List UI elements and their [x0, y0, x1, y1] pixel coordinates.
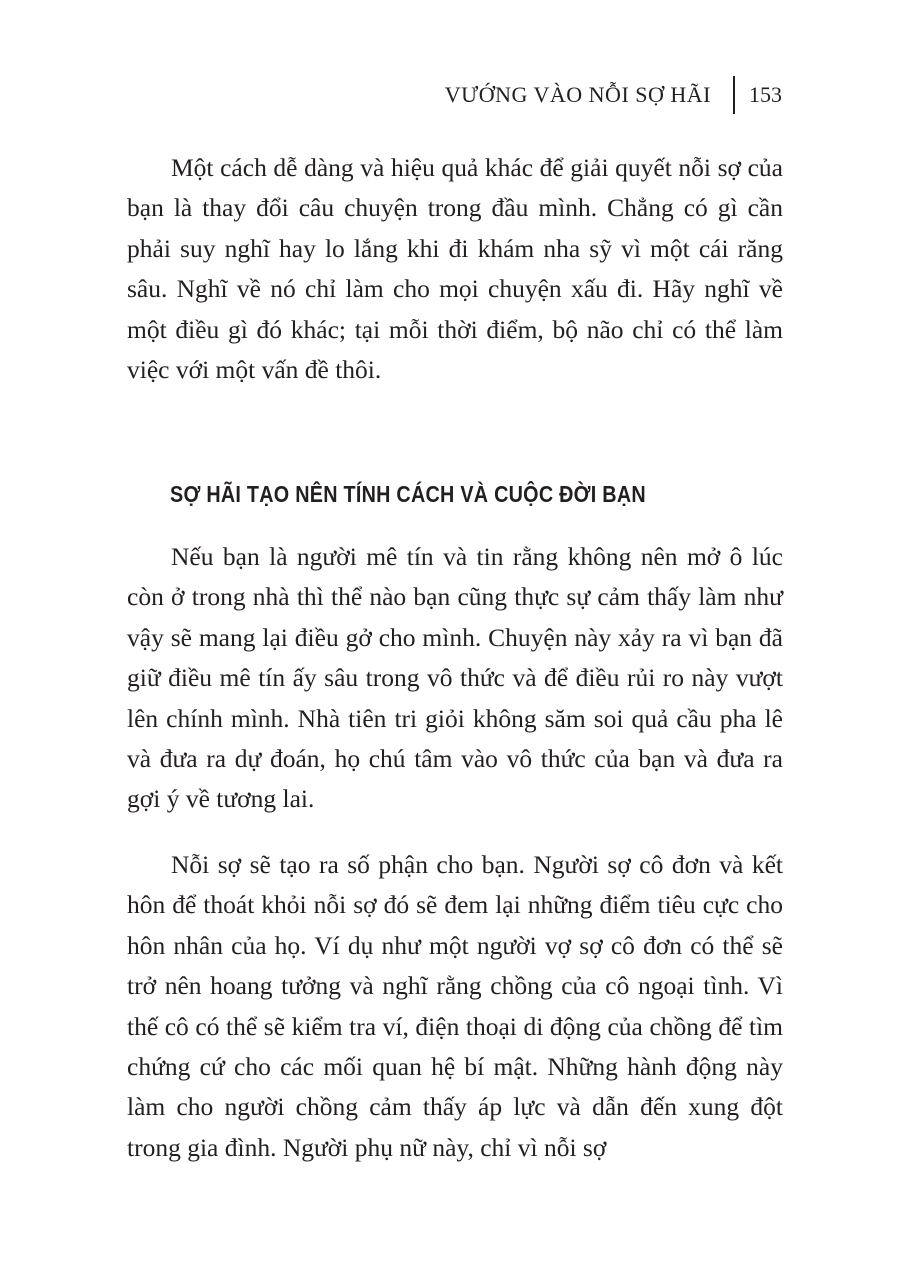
- section-heading: SỢ HÃI TẠO NÊN TÍNH CÁCH VÀ CUỘC ĐỜI BẠN: [170, 481, 646, 507]
- page-number: 153: [749, 82, 782, 107]
- paragraph: Nỗi sợ sẽ tạo ra số phận cho bạn. Người sợ cô đơn và kết hôn để thoát khỏi nỗi sợ đó sẽ đem lại những điểm tiêu cực cho hôn nhân của họ. Ví dụ như một người vợ sợ cô đơn có thể sẽ trở nên hoang tưởng và nghĩ rằng chồng của cô ngoại tình. Vì thế cô có thể sẽ kiểm tra ví, điện thoại di động của chồng để tìm chứng cứ cho các mối quan hệ bí mật. Những hành động này làm cho người chồng cảm thấy áp lực và dẫn đến xung đột trong gia đình. Người phụ nữ này, chỉ vì nỗi sợ: [127, 850, 783, 1162]
- paragraph: Nếu bạn là người mê tín và tin rằng không nên mở ô lúc còn ở trong nhà thì thể nào bạn cũng thực sự cảm thấy làm như vậy sẽ mang lại điều gở cho mình. Chuyện này xảy ra vì bạn đã giữ điều mê tín ấy sâu trong vô thức và để điều rủi ro này vượt lên chính mình. Nhà tiên tri giỏi không săm soi quả cầu pha lê và đưa ra dự đoán, họ chú tâm vào vô thức của bạn và đưa ra gợi ý về tương lai.: [127, 542, 783, 814]
- paragraph-block-1: [127, 148, 783, 390]
- header-divider: [733, 76, 735, 114]
- paragraph-block-3: [127, 845, 783, 1168]
- paragraph-block-2: [127, 537, 783, 820]
- paragraph: Một cách dễ dàng và hiệu quả khác để giải quyết nỗi sợ của bạn là thay đổi câu chuyện trong đầu mình. Chẳng có gì cần phải suy nghĩ hay lo lắng khi đi khám nha sỹ vì một cái răng sâu. Nghĩ về nó chỉ làm cho mọi chuyện xấu đi. Hãy nghĩ về một điều gì đó khác; tại mỗi thời điểm, bộ não chỉ có thể làm việc với một vấn đề thôi.: [127, 153, 783, 385]
- running-header: [445, 76, 782, 114]
- running-title: VƯỚNG VÀO NỖI SỢ HÃI: [444, 82, 711, 107]
